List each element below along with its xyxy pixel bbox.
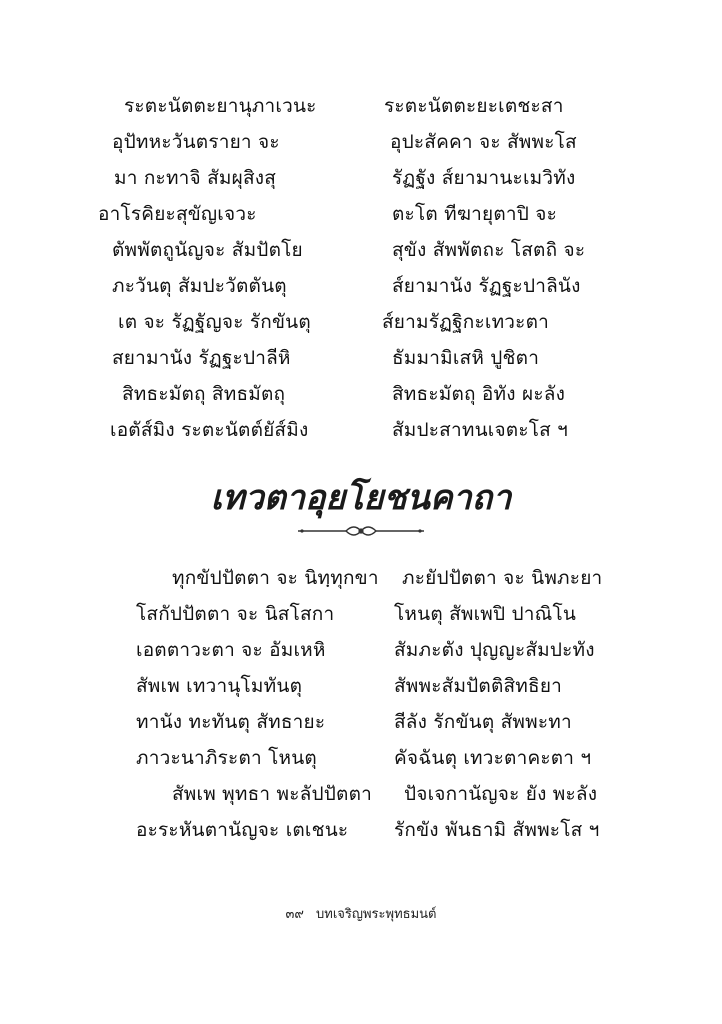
verse-line xyxy=(0,196,722,232)
page-number: ๓๙ xyxy=(285,907,304,922)
verse-right: คัจฉันตุ เทวะตาคะตา ฯ xyxy=(394,747,592,769)
verse-left: ภาวะนาภิระตา โหนตุ xyxy=(136,747,317,769)
verse-right: ส์ยามรัฏฐิกะเทวะตา xyxy=(382,311,549,333)
verse-left: โสกัปปัตตา จะ นิสโสกา xyxy=(136,603,335,625)
verse-line xyxy=(0,376,722,412)
verse-left: สัพเพ เทวานุโมทันตุ xyxy=(136,675,303,697)
verse-line xyxy=(0,124,722,160)
verse-line xyxy=(0,340,722,376)
verse-left: ทุกขัปปัตตา จะ นิทฺทุกขา xyxy=(172,567,379,589)
verse-right: สีลัง รักขันตุ สัพพะทา xyxy=(394,711,572,733)
verse-left: อาโรคิยะสุขัญเจวะ xyxy=(98,203,257,225)
verse-left: ภะวันตุ สัมปะวัตตันตุ xyxy=(112,275,287,297)
verse-left: ทานัง ทะทันตุ สัทธายะ xyxy=(136,711,326,733)
verse-left: สัพเพ พุทธา พะลัปปัตตา xyxy=(172,783,372,805)
verse-right: สุขัง สัพพัตถะ โสตถิ จะ xyxy=(392,239,586,261)
verse-right: ภะยัปปัตตา จะ นิพภะยา xyxy=(402,567,603,589)
verse-left: ตัพพัตถูนัญจะ สัมปัตโย xyxy=(112,239,303,261)
verse-left: อุปัทหะวันตรายา จะ xyxy=(112,131,280,153)
verse-right: ธัมมามิเสหิ ปูชิตา xyxy=(392,347,540,369)
verse-left: สยามานัง รัฏฐะปาลีหิ xyxy=(112,347,291,369)
verse-line xyxy=(0,160,722,196)
verse-right: ตะโต ทีฆายุตาปิ จะ xyxy=(392,203,558,225)
verse-right: สัมปะสาทนเจตะโส ฯ xyxy=(392,419,569,441)
verse-line xyxy=(0,740,722,776)
verse-right: รัฏฐัง ส์ยามานะเมวิทัง xyxy=(392,167,576,189)
verse-left: เอตัส์มิง ระตะนัตต์ยัส์มิง xyxy=(110,419,309,441)
verse-line xyxy=(0,632,722,668)
verse-right: โหนตุ สัพเพปิ ปาณิโน xyxy=(394,603,577,625)
book-title: บทเจริญพระพุทธมนต์ xyxy=(316,907,437,922)
verse-line xyxy=(0,232,722,268)
verse-right: อุปะสัคคา จะ สัพพะโส xyxy=(390,131,577,153)
verse-right: ส์ยามานัง รัฏฐะปาลินัง xyxy=(392,275,581,297)
verse-left: มา กะทาจิ สัมผุสิงสุ xyxy=(114,167,277,189)
verse-line xyxy=(0,304,722,340)
page-footer xyxy=(0,904,722,926)
verse-line xyxy=(0,776,722,812)
verse-left: เอตตาวะตา จะ อัมเหหิ xyxy=(136,639,326,661)
verse-line xyxy=(0,560,722,596)
verse-line xyxy=(0,412,722,448)
verse-left: ระตะนัตตะยานุภาเวนะ xyxy=(124,95,317,117)
verse-line xyxy=(0,812,722,848)
verse-right: ปัจเจกานัญจะ ยัง พะลัง xyxy=(404,783,598,805)
verse-line xyxy=(0,668,722,704)
verse-line xyxy=(0,88,722,124)
verse-left: เต จะ รัฏฐัญจะ รักขันตุ xyxy=(118,311,311,333)
verse-right: สัมภะตัง ปุญญะสัมปะทัง xyxy=(394,639,595,661)
verse-right: ระตะนัตตะยะเตชะสา xyxy=(384,95,564,117)
verse-right: สิทธะมัตถุ อิทัง ผะลัง xyxy=(392,383,566,405)
verse-right: สัพพะสัมปัตติสิทธิยา xyxy=(394,675,563,697)
verse-right: รักขัง พันธามิ สัพพะโส ฯ xyxy=(394,819,600,841)
verse-line xyxy=(0,596,722,632)
verse-line xyxy=(0,268,722,304)
verse-line xyxy=(0,704,722,740)
verse-left: สิทธะมัตถุ สิทธมัตถุ xyxy=(122,383,286,405)
decorative-divider-icon xyxy=(296,520,426,542)
verse-left: อะระหันตานัญจะ เตเชนะ xyxy=(136,819,349,841)
section-title: เทวตาอุยโยชนคาถา xyxy=(210,478,512,518)
